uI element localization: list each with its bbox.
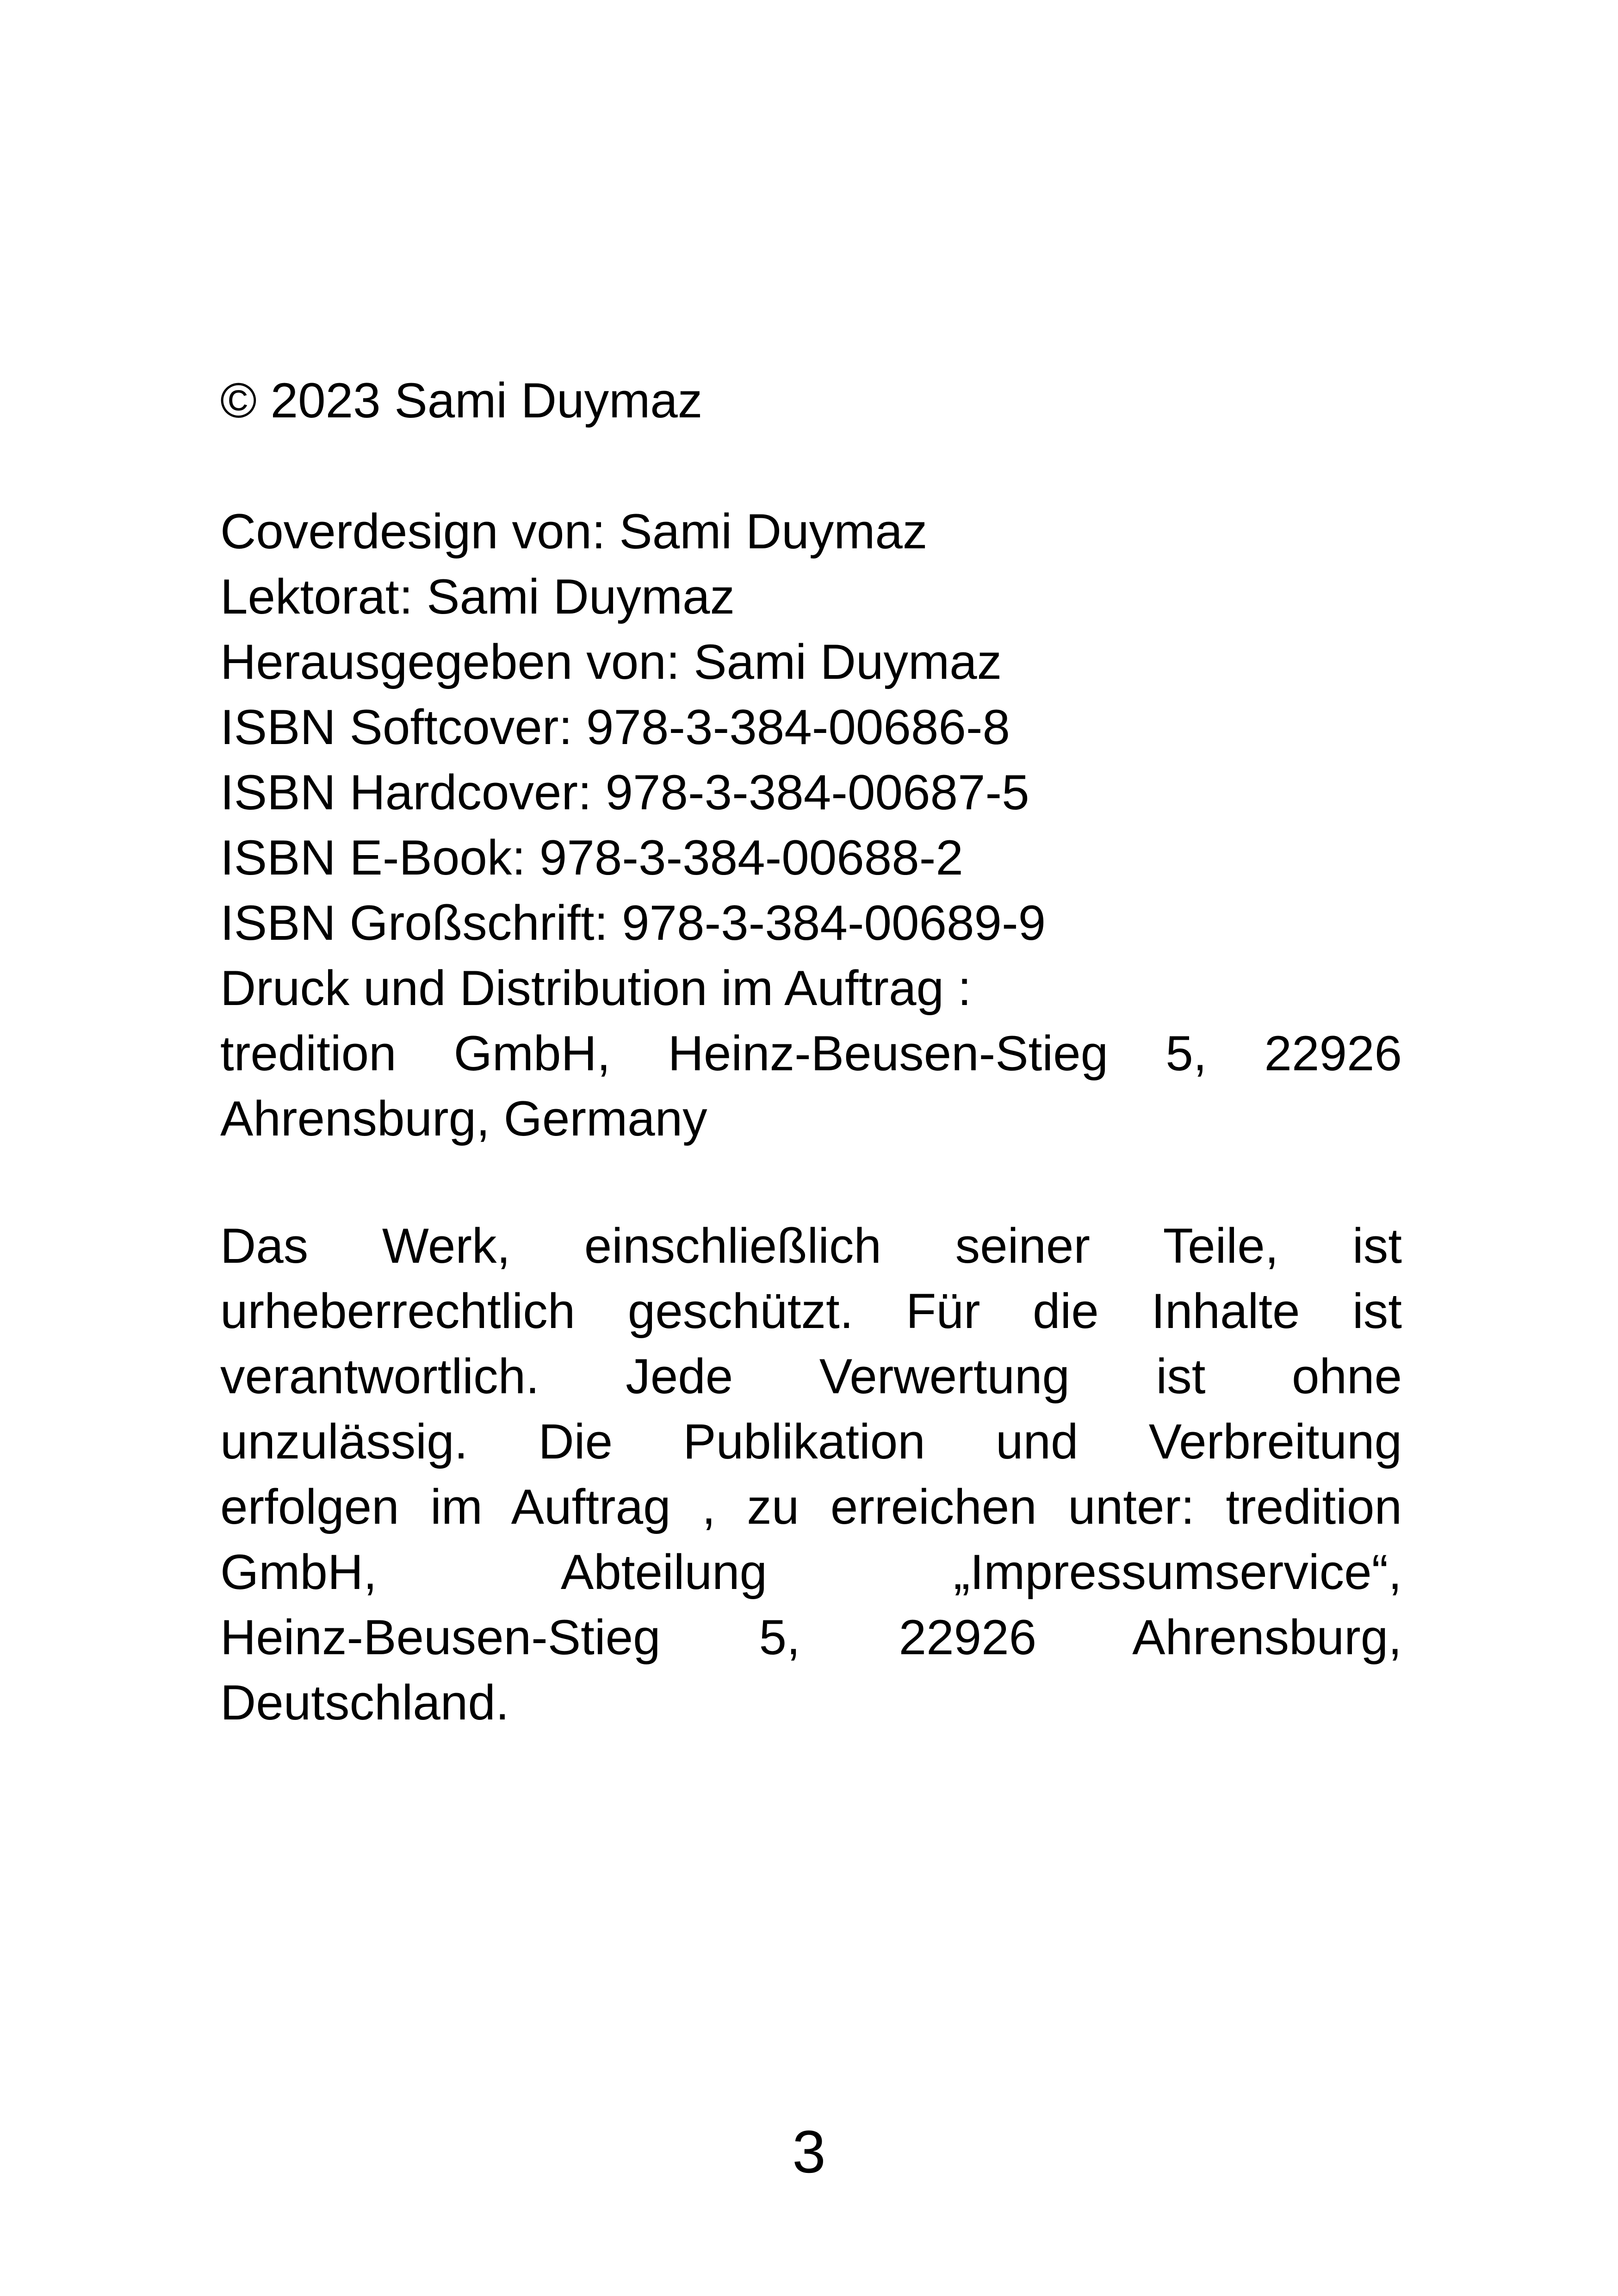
legal-notice: [220, 1213, 1402, 1735]
legal-line: Das Werk, einschließlich seiner Teile, ist: [220, 1218, 1402, 1273]
credit-editing: Lektorat: Sami Duymaz: [220, 569, 735, 624]
isbn-softcover: ISBN Softcover: 978-3-384-00686-8: [220, 699, 1010, 755]
isbn-hardcover: ISBN Hardcover: 978-3-384-00687-5: [220, 764, 1029, 820]
address-line-1: tredition GmbH, Heinz-Beusen-Stieg 5, 22926: [220, 1025, 1402, 1081]
legal-line: urheberrechtlich geschützt. Für die Inhalte ist: [220, 1283, 1402, 1339]
legal-line: GmbH, Abteilung „Impressumservice“,: [220, 1544, 1402, 1600]
credit-cover-design: Coverdesign von: Sami Duymaz: [220, 503, 928, 559]
copyright-line: © 2023 Sami Duymaz: [220, 372, 703, 428]
print-distribution-line: Druck und Distribution im Auftrag :: [220, 960, 972, 1016]
legal-line: verantwortlich. Jede Verwertung ist ohne: [220, 1348, 1402, 1404]
legal-line: erfolgen im Auftrag , zu erreichen unter: tredition: [220, 1479, 1402, 1534]
legal-line: unzulässig. Die Publikation und Verbreitung: [220, 1414, 1402, 1469]
isbn-ebook: ISBN E-Book: 978-3-384-00688-2: [220, 830, 963, 885]
legal-line: Heinz-Beusen-Stieg 5, 22926 Ahrensburg,: [220, 1609, 1402, 1665]
credit-publisher: Herausgegeben von: Sami Duymaz: [220, 634, 1002, 689]
credits-section: [220, 499, 1402, 1151]
page-number: 3: [792, 2118, 826, 2185]
legal-line: Deutschland.: [220, 1675, 509, 1730]
isbn-large-print: ISBN Großschrift: 978-3-384-00689-9: [220, 895, 1046, 950]
address-line-2: Ahrensburg, Germany: [220, 1091, 707, 1146]
copyright-section: [220, 368, 1402, 433]
